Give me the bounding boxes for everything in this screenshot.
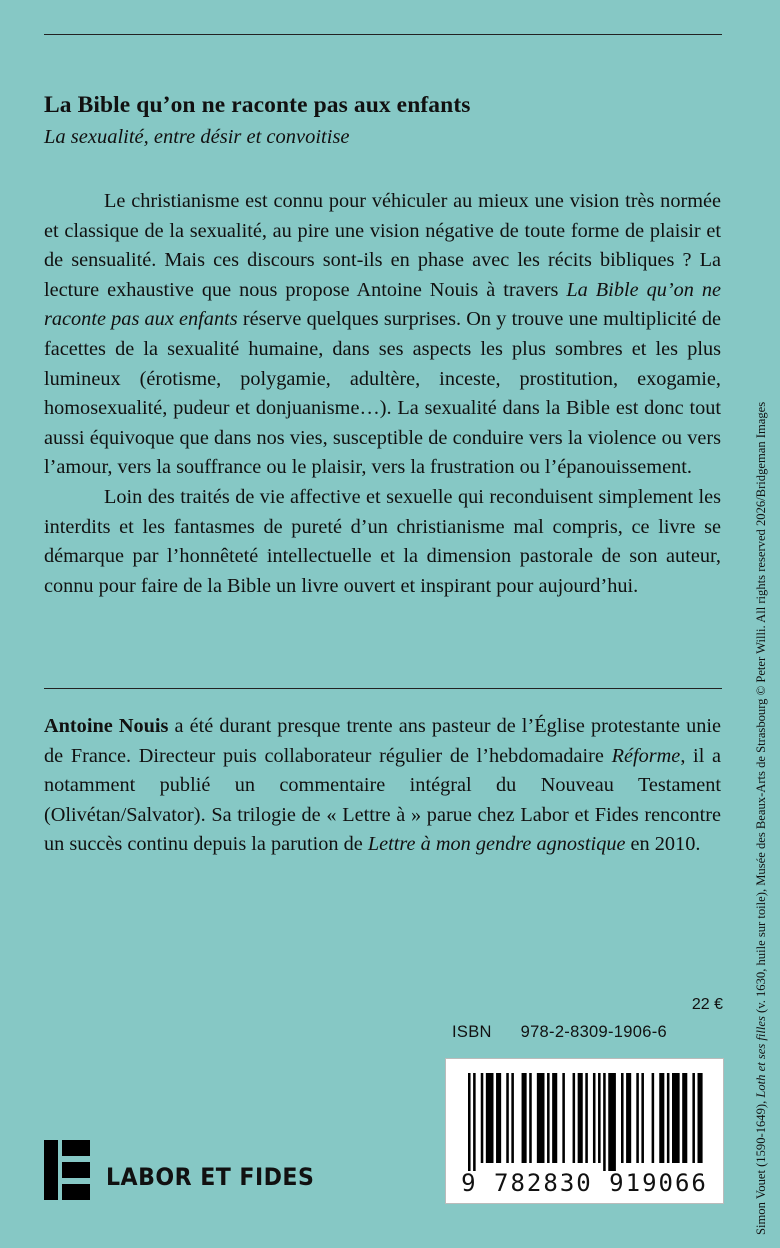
price: 22 € xyxy=(691,996,723,1013)
isbn-line xyxy=(452,1023,667,1042)
author-bio xyxy=(44,712,721,860)
barcode-bar xyxy=(593,1073,596,1163)
barcode-bar xyxy=(473,1073,476,1171)
middle-rule xyxy=(44,688,722,689)
barcode-bar xyxy=(547,1073,550,1163)
barcode-bar xyxy=(636,1073,639,1163)
book-title: La Bible qu’on ne raconte pas aux enfants xyxy=(44,92,471,118)
barcode-bar xyxy=(652,1073,655,1163)
bio-text: , il a notamment publié un commentaire intégral du Nouveau Testament (Olivétan/Salvator). Sa trilogie de « Lettre à » parue chez Labor et Fides rencontre un succès continu depuis la parution de xyxy=(44,744,721,856)
bio-book-title: Lettre à mon gendre agnostique xyxy=(367,833,626,856)
barcode-bar xyxy=(506,1073,509,1163)
barcode-bar xyxy=(562,1073,565,1163)
publisher-name: LABOR ET FIDES xyxy=(106,1163,315,1191)
barcode-bar xyxy=(496,1073,501,1163)
isbn-number: 978-2-8309-1906-6 xyxy=(520,1023,667,1041)
bio-paragraph xyxy=(44,712,721,860)
barcode-bar xyxy=(698,1073,703,1163)
barcode-bar xyxy=(529,1073,532,1163)
barcode-bar xyxy=(598,1073,601,1163)
barcode-bar xyxy=(641,1073,644,1163)
top-rule xyxy=(44,34,722,35)
barcode-bar xyxy=(692,1073,695,1163)
blurb-book-title: La Bible qu’on ne raconte pas aux enfants xyxy=(44,278,722,331)
back-cover-blurb xyxy=(44,187,721,601)
barcode-bar xyxy=(552,1073,557,1163)
barcode-bar xyxy=(626,1073,631,1163)
barcode-bar xyxy=(573,1073,576,1163)
barcode-bar xyxy=(481,1073,484,1163)
barcode-bar xyxy=(603,1073,606,1171)
blurb-paragraph-1 xyxy=(44,187,721,483)
barcode-bar xyxy=(667,1073,670,1163)
barcode-bar xyxy=(468,1073,471,1171)
barcode-bar xyxy=(621,1073,624,1163)
barcode xyxy=(445,1058,724,1204)
bio-text: a été durant presque trente ans pasteur de l’Église protestante unie de France. Directeur puis collaborateur régulier de l’hebdomadaire xyxy=(44,715,721,767)
barcode-digits: 9 782830 919066 xyxy=(461,1169,708,1197)
publisher-logo-icon xyxy=(44,1140,92,1200)
isbn-label: ISBN xyxy=(452,1023,492,1041)
bio-text: en 2010. xyxy=(625,833,701,856)
blurb-text: Le christianisme est connu pour véhiculer au mieux une vision très normée et classique de la sexualité, au pire une vision négative de toute forme de plaisir et de sensualité. Mais ces discours sont-ils en phase avec les récits bibliques ? La lecture exhaustive que nous propose Antoine Nouis à travers xyxy=(44,190,721,301)
blurb-text: réserve quelques surprises. On y trouve une multiplicité de facettes de la sexualité humaine, dans ses aspects les plus sombres et les plus lumineux (érotisme, polygamie, adultère, inceste, prostitution, exogamie, homosexualité, pudeur et donjuanisme…). La sexualité dans la Bible est donc tout aussi équivoque que dans nos vies, susceptible de conduire vers la violence ou vers l’amour, vers la souffrance ou le plaisir, vers la frustration ou l’épanouissement. xyxy=(44,308,721,479)
book-subtitle: La sexualité, entre désir et convoitise xyxy=(44,126,350,148)
credit-text: Simon Vouet (1590-1649), xyxy=(754,1097,768,1235)
image-credit xyxy=(754,35,769,1235)
blurb-paragraph-2: Loin des traités de vie affective et sexuelle qui reconduisent simplement les interdits et les fantasmes de pureté d’un christianisme mal compris, ce livre se démarque par l’honnêteté intellectuelle et la dimension pastorale de son auteur, connu pour faire de la Bible un livre ouvert et inspirant pour aujourd’hui. xyxy=(44,485,721,597)
magazine-name: Réforme xyxy=(611,744,681,767)
credit-artwork: Loth et ses filles xyxy=(754,1016,768,1098)
credit-text: (v. 1630, huile sur toile), Musée des Beaux-Arts de Strasbourg © Peter Willi. All rights reserved 2026/Bridgeman Images xyxy=(754,401,768,1017)
barcode-bar xyxy=(578,1073,583,1163)
barcode-bar xyxy=(511,1073,514,1163)
barcode-bar xyxy=(608,1073,616,1171)
barcode-bar xyxy=(522,1073,527,1163)
barcode-bar xyxy=(659,1073,664,1163)
barcode-bar xyxy=(537,1073,545,1163)
barcode-bar xyxy=(585,1073,588,1163)
barcode-bar xyxy=(486,1073,494,1163)
author-name: Antoine Nouis xyxy=(44,715,169,737)
barcode-bar xyxy=(672,1073,680,1163)
barcode-bar xyxy=(682,1073,687,1163)
